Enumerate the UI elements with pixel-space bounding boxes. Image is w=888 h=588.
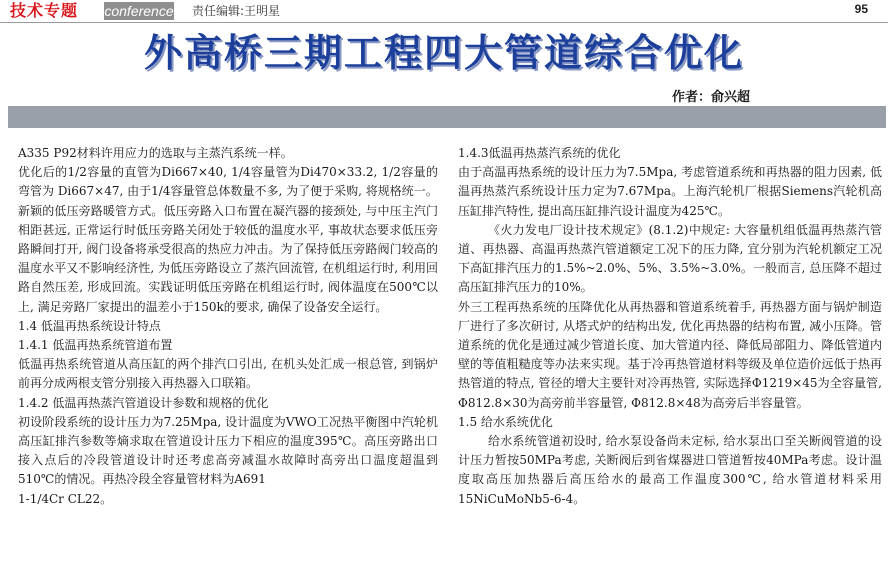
left-column: [18, 144, 438, 509]
paragraph: 由于高温再热系统的设计压力为7.5Mpa, 考虑管道系统和再热器的阻力因素, 低温再热蒸汽系统设计压力定为7.67Mpa。上海汽轮机厂根据Siemens汽轮机高压缸排汽特性, 提出高压缸排汽设计温度为425℃。: [458, 165, 882, 218]
section-tag: 技术专题: [10, 1, 79, 20]
section-heading: 1.5 给水系统优化: [458, 414, 553, 429]
editor-credit: 责任编辑:王明星: [192, 4, 281, 18]
subsection-heading: 1.4.1 低温再热系统管道布置: [18, 338, 173, 353]
paragraph: A335 P92材料许用应力的选取与主蒸汽系统一样。: [18, 146, 293, 160]
section-tag-english: conference: [104, 3, 174, 19]
paragraph: 优化后的1/2容量的直管为Di667×40, 1/4容量管为Di470×33.2, 1/2容量的弯管为 Di667×47, 由于1/4容量管总体数量不多, 为了便于采购, 将规格统一。: [18, 165, 438, 199]
paragraph: 1-1/4Cr CL22。: [18, 491, 113, 506]
right-column: [458, 144, 882, 509]
article-author: 作者：俞兴超: [671, 90, 750, 105]
paragraph: 新颖的低压旁路暖管方式。低压旁路入口布置在凝汽器的接颈处, 与中压主汽门相距甚远, 正常运行时低压旁路关闭处于较低的温度水平, 事故状态要求低压旁路瞬间打开, 阀门设备将承受很高的热应力冲击。为了保持低压旁路阀门较高的温度水平又不影响经济性, 为低压旁路设立了蒸汽回流管, 在机组运行时, 利用回路自然压差, 形成回流。实践证明低压旁路在机组运行时, 阀体温度在500℃以上, 满足旁路厂家提出的温差小于150k的要求, 确保了设备安全运行。: [18, 203, 438, 314]
paragraph: 外三工程再热系统的压降优化从再热器和管道系统着手, 再热器方面与锅炉制造厂进行了多次研讨, 从塔式炉的结构出发, 优化再热器的结构布置, 减小压降。管道系统的优化是通过减少管道长度、加大管道内径、降低局部阻力、降低管道内壁的等值粗糙度等办法来实现。基于冷再热管道材料等级及单位造价远低于热再热管道的特点, 管径的增大主要针对冷再热管, 实际选择Φ1219×45为全容量管, Φ812.8×30为高旁前半容量管, Φ812.8×48为高旁后半容量管。: [458, 299, 882, 410]
header-divider: [0, 22, 888, 23]
page-number: 95: [854, 2, 868, 16]
paragraph: 低温再热系统管道从高压缸的两个排汽口引出, 在机头处汇成一根总管, 到锅炉前再分成两根支管分别接入再热器入口联箱。: [18, 357, 438, 391]
subsection-heading: 1.4.3低温再热蒸汽系统的优化: [458, 146, 621, 160]
paragraph: 《火力发电厂设计技术规定》(8.1.2)中规定: 大容量机组低温再热蒸汽管道、再热器、高温再热蒸汽管道额定工况下的压力降, 宜分别为汽轮机额定工况下高缸排汽压力的1.5%~2.0%、5%、3.5%~3.0%。一般而言, 总压降不超过高压缸排汽压力的10%。: [458, 222, 882, 295]
subsection-heading: 1.4.2 低温再热蒸汽管道设计参数和规格的优化: [18, 395, 269, 410]
paragraph: 给水系统管道初设时, 给水泵设备尚未定标, 给水泵出口至关断阀管道的设计压力暂按50MPa考虑, 关断阀后到省煤器进口管道暂按40MPa考虑。设计温度取高压加热器后高压给水的最高工作温度300℃, 给水管道材料采用15NiCuMoNb5-6-4。: [458, 434, 882, 506]
article-title: 外高桥三期工程四大管道综合优化: [143, 31, 744, 75]
decorative-band: [8, 106, 886, 128]
paragraph: 初设阶段系统的设计压力为7.25Mpa, 设计温度为VWO工况热平衡图中汽轮机高压缸排汽参数等熵求取在管道设计压力下相应的温度395℃。高压旁路出口接入点后的冷段管道设计时还考虑高旁减温水故障时高旁出口温度超温到510℃的情况。再热冷段全容量管材料为A691: [18, 414, 438, 487]
section-heading: 1.4 低温再热系统设计特点: [18, 318, 161, 333]
page-header: [0, 0, 888, 24]
title-area: [0, 28, 888, 82]
